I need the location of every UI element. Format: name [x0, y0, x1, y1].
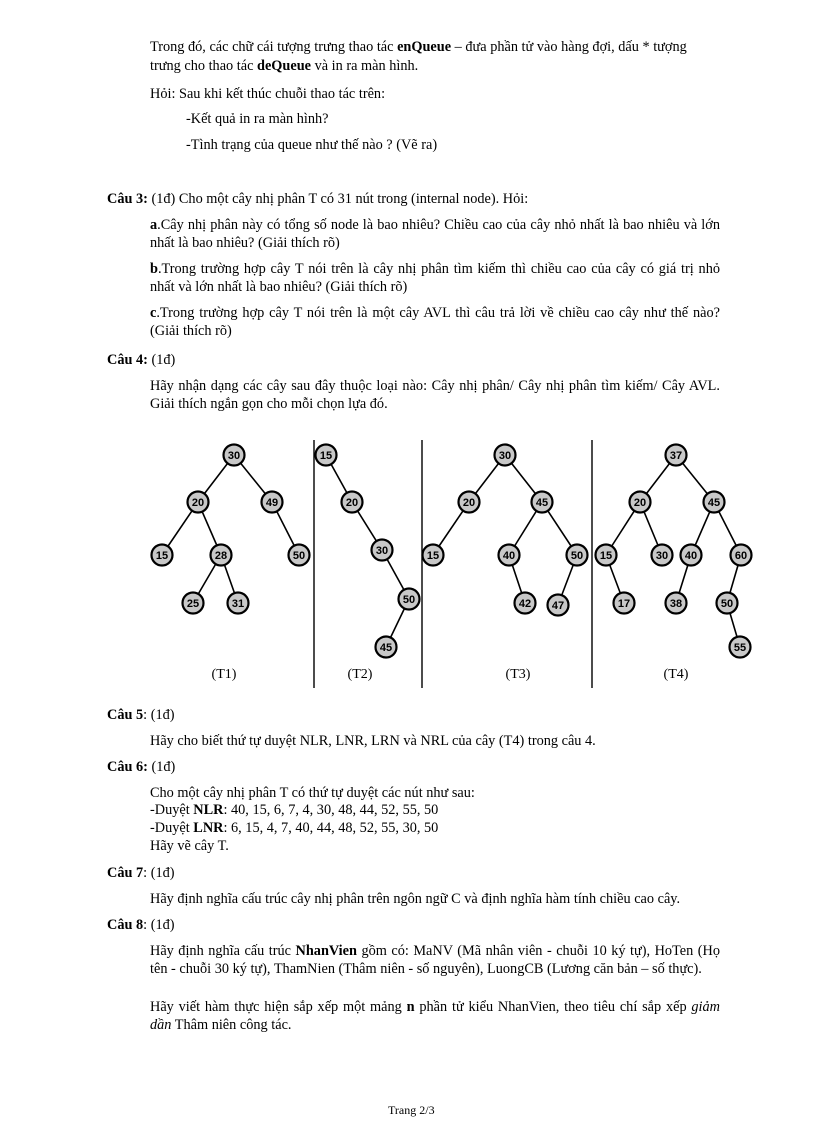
tree-node: [567, 545, 588, 566]
cau7-heading: Câu 7: (1đ): [107, 865, 175, 881]
cau6-body-1: Cho một cây nhị phân T có thứ tự duyệt các nút như sau:: [150, 785, 475, 801]
svg-text:45: 45: [707, 497, 721, 509]
svg-text:31: 31: [231, 598, 245, 610]
svg-text:30: 30: [655, 550, 669, 562]
svg-text:40: 40: [502, 550, 516, 562]
svg-text:15: 15: [319, 450, 333, 462]
svg-text:30: 30: [375, 545, 389, 557]
tree-node: [399, 589, 420, 610]
cau3-b: b.Trong trường hợp cây T nói trên là cây nhị phân tìm kiếm thì chiều cao của cây có giá trị nhỏ nhất và lớn nhất là bao nhiêu? (Giải thích rõ): [150, 261, 720, 295]
svg-text:30: 30: [498, 450, 512, 462]
svg-text:20: 20: [462, 497, 476, 509]
svg-text:47: 47: [551, 600, 565, 612]
cau3-c: c.Trong trường hợp cây T nói trên là một cây AVL thì câu trả lời về chiều cao cây như thế nào? (Giải thích rõ): [150, 305, 720, 339]
tree-node: [289, 545, 310, 566]
intro-sub-2: -Tình trạng của queue như thế nào ? (Vẽ ra): [186, 137, 438, 153]
tree-node: [495, 445, 516, 466]
svg-text:50: 50: [402, 594, 416, 606]
tree-node: [614, 593, 635, 614]
tree-node: [228, 593, 249, 614]
svg-text:42: 42: [518, 598, 532, 610]
intro-line-2: trưng cho thao tác deQueue và in ra màn hình.: [150, 58, 419, 74]
cau5-body: Hãy cho biết thứ tự duyệt NLR, LNR, LRN và NRL của cây (T4) trong câu 4.: [150, 733, 596, 749]
cau6-heading: Câu 6: (1đ): [107, 759, 176, 775]
tree-node: [423, 545, 444, 566]
tree-node: [459, 492, 480, 513]
cau3-a: a.Cây nhị phân này có tổng số node là bao nhiêu? Chiều cao của cây nhỏ nhất là bao nhiêu và lớn nhất là bao nhiêu? (Giải thích rõ): [150, 217, 720, 251]
svg-text:60: 60: [734, 550, 748, 562]
cau5-heading: Câu 5: (1đ): [107, 707, 175, 723]
svg-text:45: 45: [379, 642, 393, 654]
svg-text:30: 30: [227, 450, 241, 462]
tree-t4-nodes: [596, 445, 752, 658]
tree-node: [376, 637, 397, 658]
svg-text:28: 28: [214, 550, 228, 562]
svg-text:25: 25: [186, 598, 200, 610]
svg-text:20: 20: [191, 497, 205, 509]
tree-t4-edges: [606, 455, 741, 647]
tree-node: [316, 445, 337, 466]
tree-node: [532, 492, 553, 513]
tree-node: [342, 492, 363, 513]
cau4-body: Hãy nhận dạng các cây sau đây thuộc loại nào: Cây nhị phân/ Cây nhị phân tìm kiếm/ Cây AVL. Giải thích ngắn gọn cho mỗi chọn lựa đó.: [150, 378, 720, 412]
tree-label-t1: (T1): [211, 667, 237, 682]
svg-text:15: 15: [155, 550, 169, 562]
tree-node: [262, 492, 283, 513]
cau8-paragraph-2: Hãy viết hàm thực hiện sắp xếp một mảng n phần tử kiểu NhanVien, theo tiêu chí sắp xếp giảm dần Thâm niên công tác.: [150, 999, 721, 1033]
cau6-body-2: Hãy vẽ cây T.: [150, 838, 229, 854]
cau6-nlr: -Duyệt NLR: 40, 15, 6, 7, 4, 30, 48, 44, 52, 55, 50: [150, 802, 439, 818]
tree-node: [548, 595, 569, 616]
page-number: Trang 2/3: [388, 1103, 435, 1117]
tree-t3-edges: [433, 455, 577, 605]
tree-node: [666, 593, 687, 614]
tree-node: [730, 637, 751, 658]
tree-node: [666, 445, 687, 466]
tree-t2-nodes: [316, 445, 420, 658]
tree-label-t2: (T2): [347, 667, 373, 682]
intro-question: Hỏi: Sau khi kết thúc chuỗi thao tác trên:: [150, 86, 386, 102]
svg-text:38: 38: [669, 598, 683, 610]
tree-node: [717, 593, 738, 614]
svg-text:50: 50: [570, 550, 584, 562]
svg-text:20: 20: [345, 497, 359, 509]
tree-t1-edges: [162, 455, 299, 603]
tree-node: [681, 545, 702, 566]
svg-text:15: 15: [426, 550, 440, 562]
cau7-body: Hãy định nghĩa cấu trúc cây nhị phân trên ngôn ngữ C và định nghĩa hàm tính chiều cao cây.: [150, 891, 681, 907]
svg-text:40: 40: [684, 550, 698, 562]
tree-node: [152, 545, 173, 566]
tree-node: [211, 545, 232, 566]
cau8-heading: Câu 8: (1đ): [107, 917, 175, 933]
tree-node: [515, 593, 536, 614]
tree-node: [499, 545, 520, 566]
tree-node: [652, 545, 673, 566]
cau4-heading: Câu 4: (1đ): [107, 352, 176, 368]
svg-text:49: 49: [265, 497, 279, 509]
svg-text:50: 50: [292, 550, 306, 562]
intro-sub-1: -Kết quả in ra màn hình?: [186, 111, 329, 127]
tree-t3-nodes: [423, 445, 588, 616]
tree-node: [183, 593, 204, 614]
tree-node: [188, 492, 209, 513]
svg-text:45: 45: [535, 497, 549, 509]
cau3-heading: Câu 3: (1đ) Cho một cây nhị phân T có 31 nút trong (internal node). Hỏi:: [107, 191, 529, 207]
svg-text:15: 15: [599, 550, 613, 562]
cau6-lnr: -Duyệt LNR: 6, 15, 4, 7, 40, 44, 48, 52, 55, 30, 50: [150, 820, 439, 836]
tree-label-t4: (T4): [663, 667, 689, 682]
svg-text:50: 50: [720, 598, 734, 610]
tree-node: [596, 545, 617, 566]
tree-node: [630, 492, 651, 513]
tree-t2-edges: [326, 455, 409, 647]
cau8-paragraph-1: Hãy định nghĩa cấu trúc NhanVien gồm có: MaNV (Mã nhân viên - chuỗi 10 ký tự), HoTen (Họ tên - chuỗi 30 ký tự), ThamNien (Thâm niên - số nguyên), LuongCB (Lương căn bản – số thực).: [150, 943, 720, 977]
tree-node: [372, 540, 393, 561]
svg-text:37: 37: [669, 450, 683, 462]
svg-text:20: 20: [633, 497, 647, 509]
intro-line-1: Trong đó, các chữ cái tượng trưng thao tác enQueue – đưa phần tử vào hàng đợi, dấu * tượng: [150, 39, 687, 55]
svg-text:55: 55: [733, 642, 747, 654]
tree-node: [224, 445, 245, 466]
tree-label-t3: (T3): [505, 667, 531, 682]
tree-node: [731, 545, 752, 566]
svg-text:17: 17: [617, 598, 631, 610]
tree-node: [704, 492, 725, 513]
